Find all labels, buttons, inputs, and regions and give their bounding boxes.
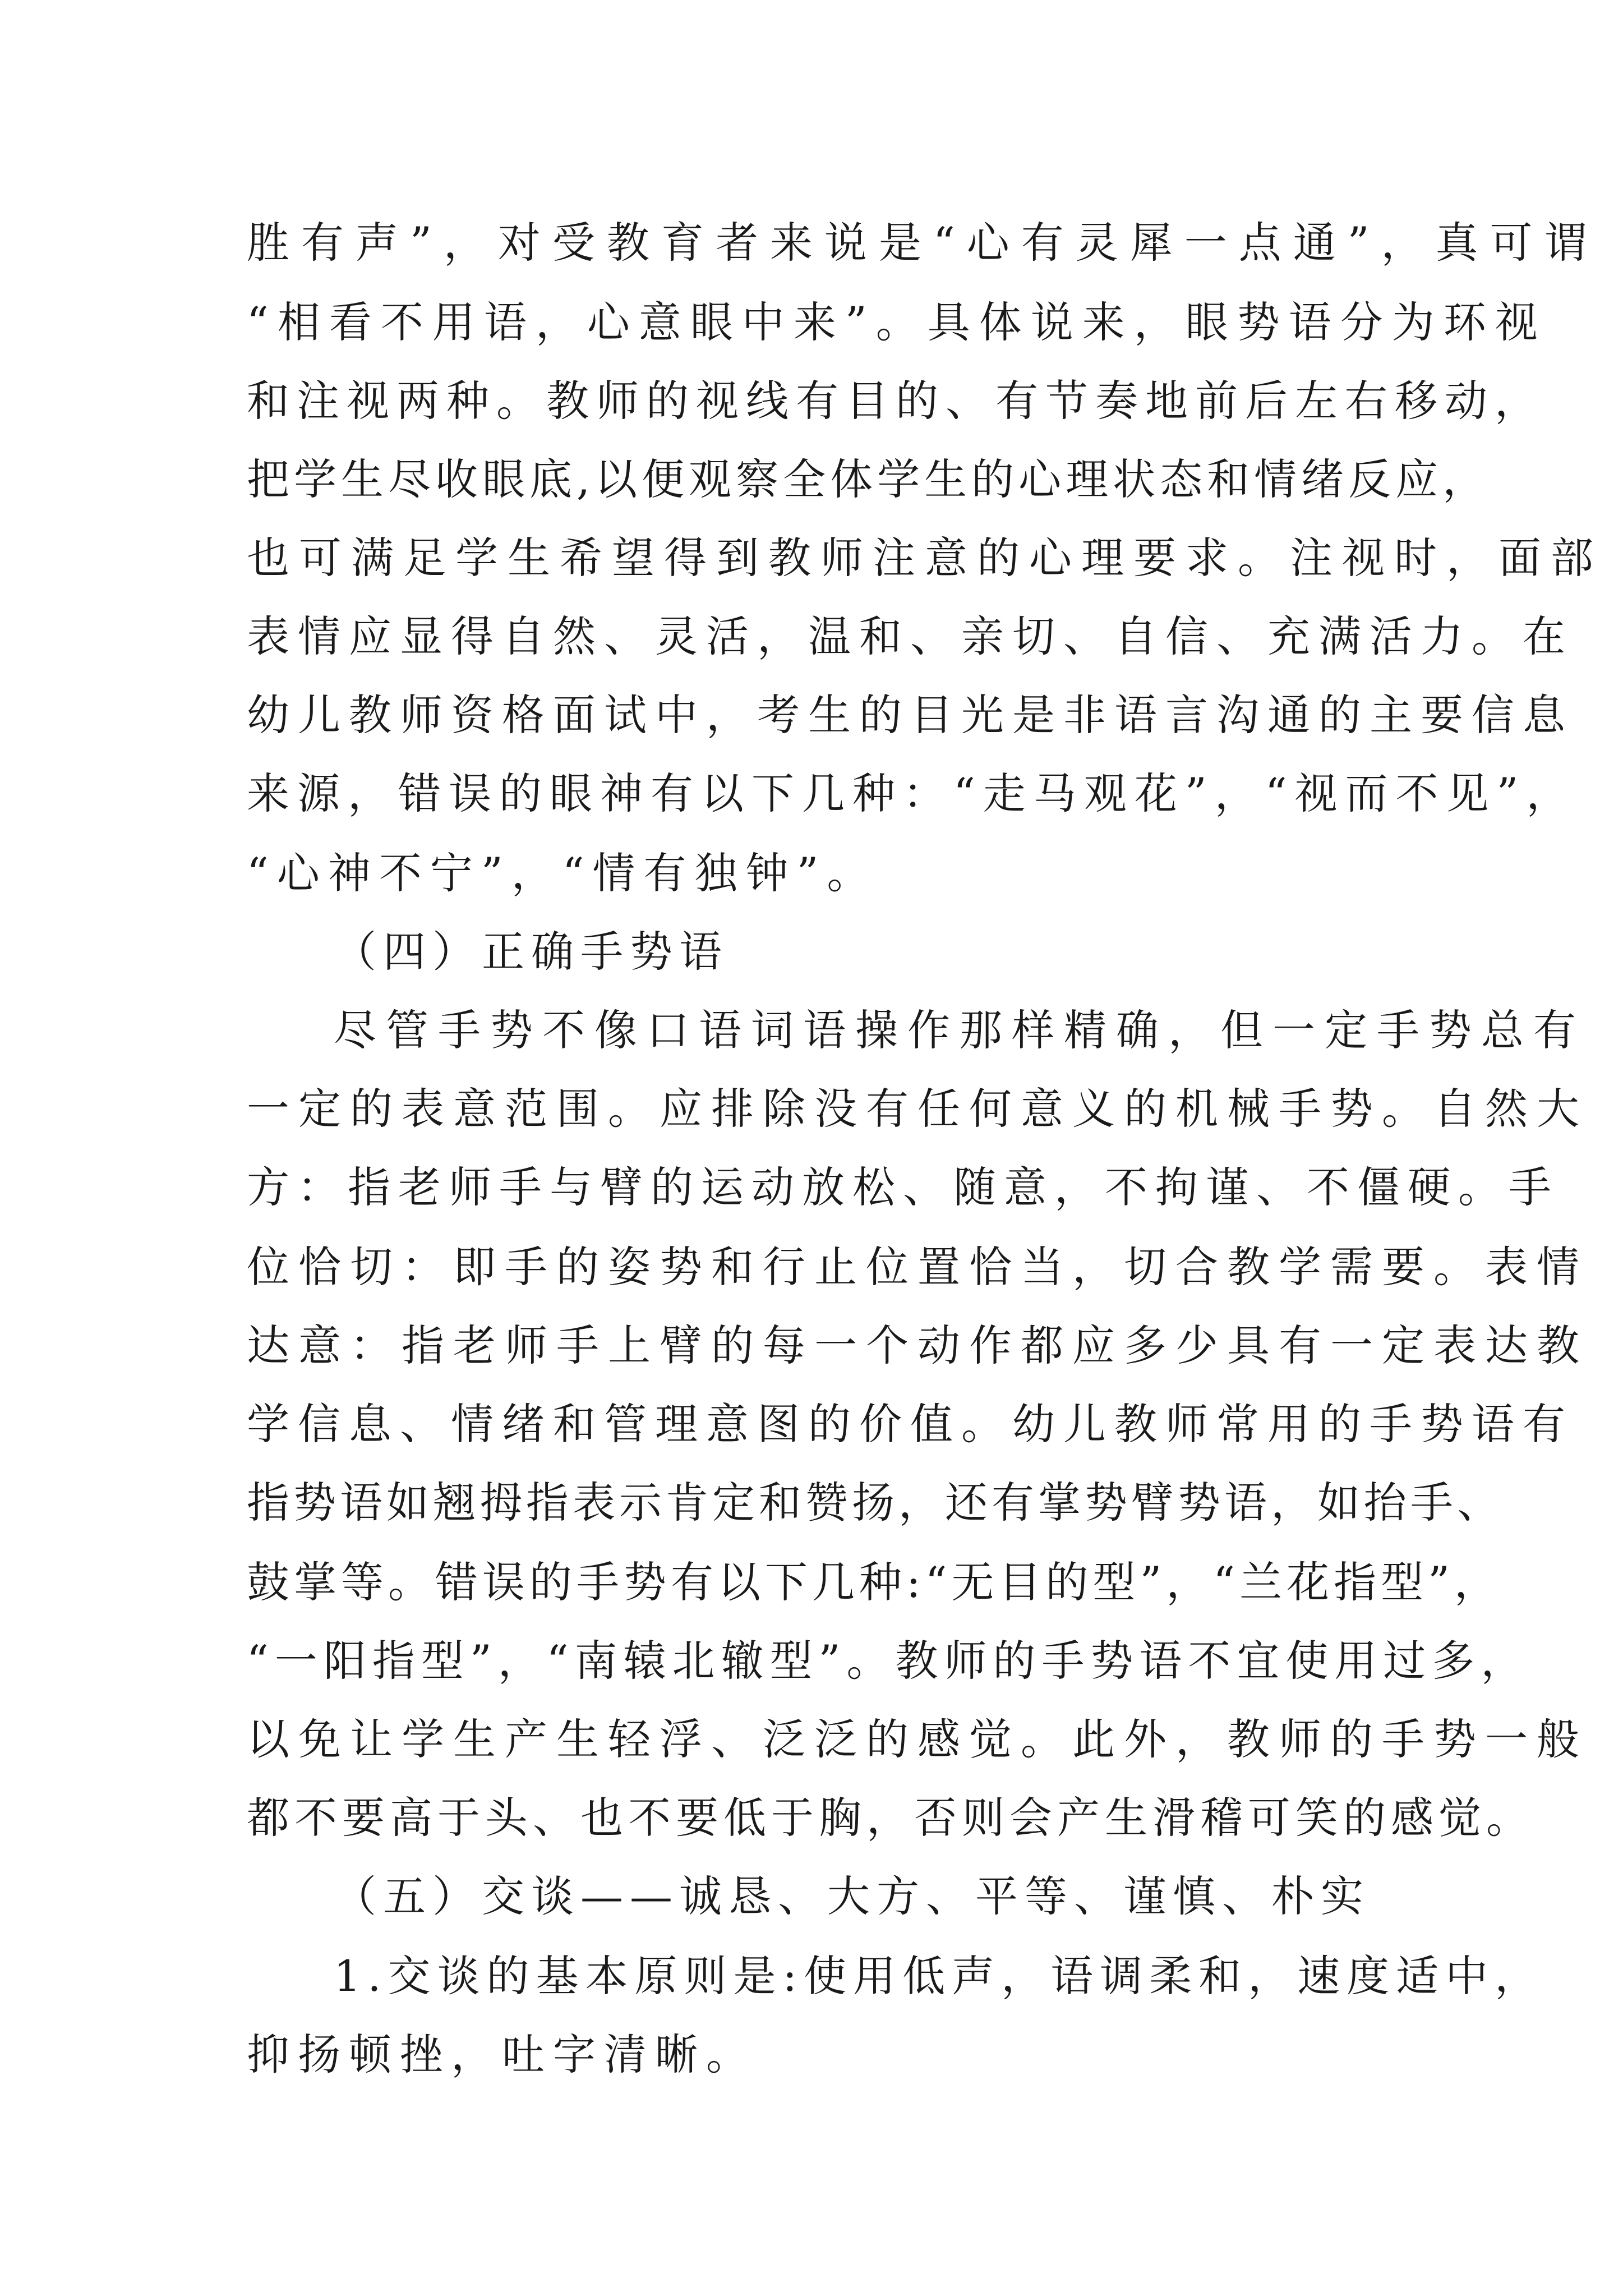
text-line: 来源，错误的眼神有以下几种：“走马观花”，“视而不见”， (247, 769, 1577, 818)
text-line: 指势语如翘拇指表示肯定和赞扬，还有掌势臂势语，如抬手、 (247, 1478, 1504, 1527)
text-line: 方：指老师手与臂的运动放松、随意，不拘谨、不僵硬。手 (247, 1162, 1559, 1212)
section-heading: （四）正确手势语 (334, 927, 728, 977)
text-line: 位恰切：即手的姿势和行止位置恰当，切合教学需要。表情 (247, 1242, 1588, 1292)
text-line: 学信息、情绪和管理意图的价值。幼儿教师常用的手势语有 (247, 1399, 1574, 1449)
section-heading: （五）交谈——诚恳、大方、平等、谨慎、朴实 (334, 1871, 1370, 1921)
text-line: 也可满足学生希望得到教师注意的心理要求。注视时，面部 (247, 533, 1603, 583)
text-line: 抑扬顿挫，吐字清晰。 (247, 2030, 757, 2079)
list-item: 1.交谈的基本原则是:使用低声，语调柔和，速度适中， (334, 1951, 1544, 2001)
text-line: 尽管手势不像口语词语操作那样精确，但一定手势总有 (334, 1005, 1585, 1055)
text-line: 都不要高于头、也不要低于胸，否则会产生滑稽可笑的感觉。 (247, 1793, 1534, 1843)
text-line: 把学生尽收眼底,以便观察全体学生的心理状态和情绪反应， (247, 454, 1490, 504)
text-line: 幼儿教师资格面试中，考生的目光是非语言沟通的主要信息 (247, 690, 1574, 740)
text-line: 胜有声”，对受教育者来说是“心有灵犀一点通”，真可谓 (247, 218, 1599, 268)
text-line: 达意：指老师手上臂的每一个动作都应多少具有一定表达教 (247, 1320, 1588, 1370)
text-line: 和注视两种。教师的视线有目的、有节奏地前后左右移动， (247, 376, 1544, 426)
text-line: 表情应显得自然、灵活，温和、亲切、自信、充满活力。在 (247, 611, 1574, 661)
text-line: “相看不用语，心意眼中来”。具体说来，眼势语分为环视 (247, 297, 1547, 347)
text-line: “一阳指型”，“南辕北辙型”。教师的手势语不宜使用过多， (247, 1636, 1530, 1686)
text-line: 以免让学生产生轻浮、泛泛的感觉。此外，教师的手势一般 (247, 1714, 1588, 1764)
text-line: 一定的表意范围。应排除没有任何意义的机械手势。自然大 (247, 1084, 1588, 1134)
text-line: 鼓掌等。错误的手势有以下几种:“无目的型”，“兰花指型”， (247, 1557, 1502, 1607)
text-line: “心神不宁”，“情有独钟”。 (247, 848, 878, 898)
